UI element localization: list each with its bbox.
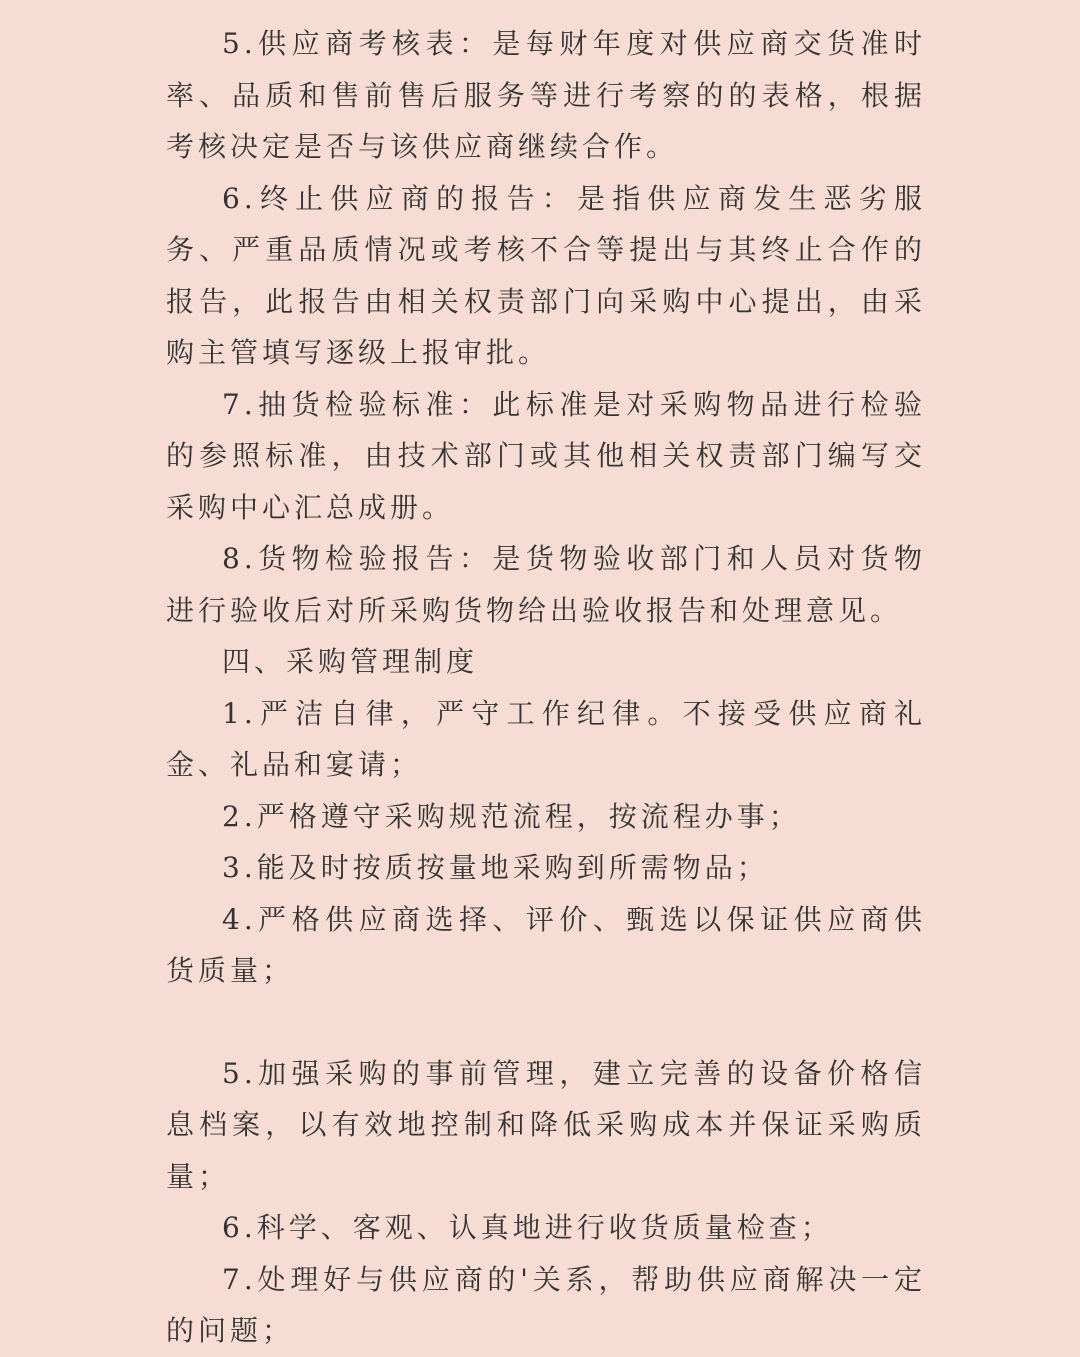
section-heading-procurement-management-system: 四、采购管理制度 [222, 645, 479, 678]
rule-item-7: 7.处理好与供应商的'关系，帮助供应商解决一定的问题； [166, 1262, 926, 1347]
paragraph-sampling-inspection-standard: 7.抽货检验标准：此标准是对采购物品进行检验的参照标准，由技术部门或其他相关权责部门编写交采购中心汇总成册。 [166, 387, 926, 524]
rule-item-1: 1.严洁自律，严守工作纪律。不接受供应商礼金、礼品和宴请； [166, 696, 926, 781]
rule-item-5: 5.加强采购的事前管理，建立完善的设备价格信息档案，以有效地控制和降低采购成本并保证采购质量； [166, 1056, 926, 1193]
paragraph-goods-inspection-report: 8.货物检验报告：是货物验收部门和人员对货物进行验收后对所采购货物给出验收报告和处理意见。 [166, 542, 926, 627]
paragraph-supplier-evaluation-form: 5.供应商考核表：是每财年度对供应商交货准时率、品质和售前售后服务等进行考察的的表格，根据考核决定是否与该供应商继续合作。 [166, 27, 926, 163]
rule-item-4: 4.严格供应商选择、评价、甄选以保证供应商供货质量； [166, 902, 926, 987]
rule-item-2: 2.严格遵守采购规范流程，按流程办事； [222, 799, 801, 833]
document-body [166, 18, 926, 1357]
paragraph-supplier-termination-report: 6.终止供应商的报告：是指供应商发生恶劣服务、严重品质情况或考核不合等提出与其终止合作的报告，此报告由相关权责部门向采购中心提出，由采购主管填写逐级上报审批。 [166, 181, 926, 369]
rule-item-3: 3.能及时按质按量地采购到所需物品； [222, 851, 769, 884]
blank-line-spacer [166, 997, 926, 1048]
rule-item-6: 6.科学、客观、认真地进行收货质量检查； [222, 1211, 833, 1244]
